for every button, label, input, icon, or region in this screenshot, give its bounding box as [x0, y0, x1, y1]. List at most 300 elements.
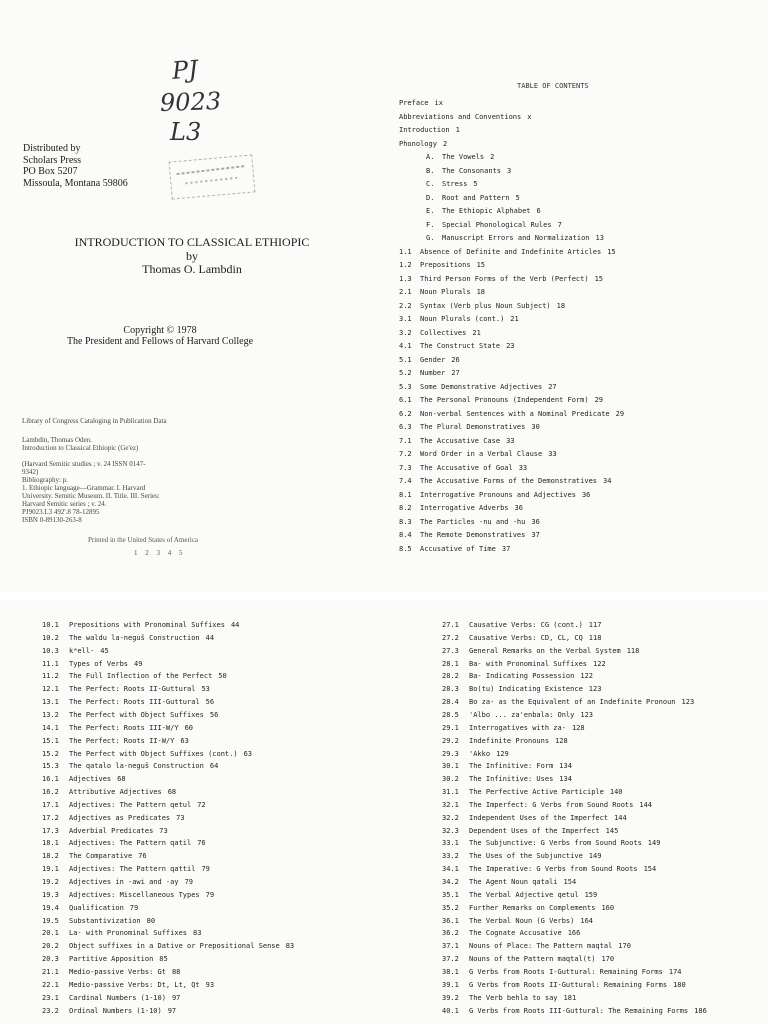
toc-entry-page: 181	[563, 993, 577, 1002]
toc-entry-page: 93	[205, 980, 215, 989]
toc-entry-title: Object suffixes in a Dative or Prepositional Sense	[69, 942, 280, 951]
toc-entry	[442, 955, 614, 964]
toc-entry-number: 6.3	[399, 423, 412, 431]
toc-entry	[42, 698, 214, 707]
toc-entry	[399, 410, 624, 419]
toc-entry-page: 3	[507, 166, 512, 175]
toc-entry	[42, 762, 218, 771]
toc-entry-title: The Construct State	[420, 342, 501, 350]
toc-entry-number: 11.1	[42, 659, 59, 668]
toc-entry-number: 19.1	[42, 865, 59, 874]
toc-entry-number: 33.1	[442, 839, 459, 848]
toc-entry-number: 8.1	[399, 490, 412, 499]
toc-entry-title: The Verbal Adjective qetul	[469, 890, 579, 899]
toc-entry-title: Phonology	[399, 139, 437, 148]
toc-page-2	[0, 600, 384, 1024]
toc-entry-number: 35.1	[442, 890, 459, 899]
toc-entry-page: 33	[548, 450, 557, 458]
book-title: INTRODUCTION TO CLASSICAL ETHIOPIC	[74, 235, 310, 249]
toc-entry	[442, 788, 623, 797]
toc-entry-page: 18	[476, 288, 486, 296]
toc-entry-page: 37	[531, 531, 540, 539]
toc-entry	[426, 194, 520, 203]
toc-entry-number: 28.2	[442, 672, 459, 681]
toc-entry-page: 149	[588, 852, 602, 861]
toc-entry-number: 32.3	[442, 826, 459, 835]
toc-entry	[42, 647, 109, 656]
toc-entry-number: 37.1	[442, 942, 459, 951]
toc-entry	[42, 634, 214, 643]
toc-entry	[42, 917, 155, 926]
toc-entry-number: 19.3	[42, 890, 59, 899]
toc-entry	[399, 518, 540, 527]
toc-entry-page: 79	[201, 865, 210, 874]
toc-entry-title: Independent Uses of the Imperfect	[469, 813, 609, 822]
toc-entry-page: 123	[580, 710, 594, 719]
toc-entry-page: 29	[594, 396, 604, 404]
toc-entry-page: 21	[510, 315, 519, 323]
toc-entry-number: 18.2	[42, 852, 59, 861]
toc-entry	[426, 207, 541, 216]
toc-entry-number: 8.4	[399, 531, 412, 539]
toc-entry-number: 7.4	[399, 477, 412, 485]
toc-entry	[42, 672, 227, 681]
toc-entry-page: 79	[184, 878, 194, 886]
toc-entry	[399, 437, 515, 446]
toc-entry	[42, 775, 126, 784]
toc-entry	[42, 750, 252, 759]
cip-line: Introduction to Classical Ethiopic (Ge'ez)	[22, 444, 139, 452]
toc-entry-number: 6.2	[399, 409, 412, 418]
toc-entry	[442, 750, 509, 759]
toc-entry-page: 36	[581, 490, 591, 499]
toc-entry-title: The Plural Demonstratives	[420, 423, 526, 431]
toc-entry-page: 144	[639, 800, 653, 809]
toc-entry-title: Interrogative Pronouns and Adjectives	[420, 490, 576, 499]
toc-entry	[442, 994, 576, 1003]
toc-entry-number: 40.1	[442, 1006, 459, 1015]
distributor-line: Distributed by	[23, 143, 81, 154]
toc-entry-page: 53	[201, 685, 210, 694]
toc-entry-number: 39.1	[442, 980, 459, 989]
toc-entry	[42, 994, 180, 1003]
toc-entry-page: 1	[455, 126, 460, 134]
cip-heading: Library of Congress Cataloging in Publication Data	[22, 417, 167, 425]
toc-entry-page: 60	[184, 723, 194, 732]
toc-entry	[399, 423, 540, 432]
toc-entry	[399, 342, 515, 351]
toc-entry-page: 83	[193, 929, 202, 938]
toc-entry	[42, 788, 176, 797]
toc-entry-title: Types of Verbs	[69, 659, 129, 668]
toc-entry-number: 16.2	[42, 788, 59, 797]
toc-entry	[42, 942, 294, 951]
toc-page-1	[384, 0, 768, 592]
toc-entry-number: 28.3	[442, 685, 459, 694]
toc-entry	[42, 839, 206, 848]
toc-entry-number: 12.1	[42, 685, 59, 694]
toc-entry-number: 36.2	[442, 929, 459, 938]
cip-line: University. Semitic Museum. II. Title. III. Series:	[22, 492, 160, 500]
toc-entry-number: 8.2	[399, 504, 412, 512]
toc-entry-title: The Particles -nu and -hu	[420, 517, 526, 526]
cip-line: PJ9023.L3 492'.8 78-12895	[22, 508, 100, 516]
toc-entry-number: 35.2	[442, 903, 459, 912]
toc-entry-title: Interrogatives with za-	[469, 723, 566, 732]
distributor-line: Missoula, Montana 59806	[23, 177, 128, 189]
toc-entry-page: 154	[643, 865, 657, 874]
toc-entry-title: Adjectives: The Pattern qatil	[69, 839, 192, 848]
toc-entry	[442, 839, 660, 848]
toc-entry	[42, 724, 193, 733]
toc-entry-page: 145	[605, 826, 619, 835]
toc-entry	[442, 647, 639, 656]
toc-entry-page: 154	[563, 878, 577, 886]
toc-entry	[442, 737, 568, 746]
toc-entry-number: 29.3	[442, 749, 459, 758]
toc-entry-page: 117	[588, 621, 602, 629]
toc-entry	[442, 827, 618, 836]
toc-entry-title: Qualification	[69, 903, 124, 912]
toc-entry-number: 21.1	[42, 967, 59, 976]
toc-entry-title: The Accusative of Goal	[420, 463, 513, 472]
toc-entry	[442, 660, 606, 669]
toc-entry-title: Adjectives: Miscellaneous Types	[69, 890, 200, 899]
toc-entry-page: 2	[442, 139, 448, 148]
toc-entry	[442, 621, 601, 630]
toc-entry-number: 23.1	[42, 993, 59, 1002]
toc-entry-page: 7	[557, 220, 562, 229]
toc-entry	[399, 248, 616, 257]
toc-entry-title: Accusative of Time	[420, 544, 496, 553]
toc-entry	[399, 396, 603, 405]
toc-entry-title: Ba- Indicating Possession	[469, 672, 575, 681]
toc-entry-number: 23.2	[42, 1006, 59, 1015]
toc-entry-title: The Perfect with Object Suffixes (cont.)	[69, 749, 238, 758]
toc-entry-page: 56	[205, 698, 215, 707]
toc-entry-number: A.	[426, 153, 435, 161]
toc-entry	[399, 302, 565, 311]
toc-entry-title: Preface	[399, 99, 429, 107]
toc-entry-title: G Verbs from Roots III-Guttural: The Remaining Forms	[469, 1006, 689, 1015]
toc-entry-number: 34.2	[442, 878, 459, 886]
toc-entry-page: 128	[571, 723, 585, 732]
toc-entry-number: 10.2	[42, 633, 59, 642]
toc-entry-page: 186	[694, 1006, 707, 1015]
toc-entry-title: The Full Inflection of the Perfect	[69, 672, 213, 681]
toc-entry	[399, 464, 527, 473]
toc-entry	[442, 929, 580, 938]
toc-entry-number: 7.2	[399, 450, 412, 458]
toc-entry-title: Adjectives: The Pattern qattil	[69, 865, 196, 874]
toc-entry	[442, 685, 601, 694]
toc-entry-number: G.	[426, 234, 435, 242]
toc-entry-number: 38.1	[442, 967, 459, 976]
toc-entry-number: 2.2	[399, 301, 412, 310]
toc-entry	[442, 1007, 707, 1016]
toc-entry	[42, 904, 138, 913]
toc-entry-page: 134	[559, 762, 572, 771]
cip-line: 9342)	[22, 468, 39, 476]
toc-entry-number: F.	[426, 220, 435, 229]
toc-entry-page: 30	[531, 423, 540, 431]
toc-entry-title: The Subjunctive: G Verbs from Sound Roots	[469, 839, 642, 848]
toc-entry-number: 20.2	[42, 942, 59, 951]
toc-entry-number: 32.2	[442, 813, 459, 822]
toc-entry-page: 29	[615, 409, 625, 418]
toc-entry	[399, 261, 485, 270]
toc-entry-title: Ba- with Pronominal Suffixes	[469, 659, 588, 668]
toc-entry-number: 2.1	[399, 288, 412, 296]
toc-entry-title: Cardinal Numbers (1-10)	[69, 993, 166, 1002]
toc-entry-number: 29.2	[442, 736, 459, 745]
toc-entry-number: 30.1	[442, 762, 459, 771]
toc-entry-page: 45	[100, 646, 109, 655]
toc-entry-number: 28.5	[442, 710, 459, 719]
toc-entry-title: Adjectives in -awi and -ay	[69, 878, 179, 886]
toc-entry	[399, 369, 460, 378]
toc-entry-page: 63	[243, 749, 253, 758]
toc-entry-page: 27	[451, 369, 460, 377]
book-by: by	[186, 249, 198, 263]
toc-entry-page: 85	[159, 955, 168, 964]
toc-entry-page: 15	[594, 274, 604, 283]
toc-entry-page: 33	[506, 436, 515, 445]
toc-entry-number: 7.1	[399, 436, 412, 445]
toc-entry-title: The Imperative: G Verbs from Sound Roots	[469, 865, 638, 874]
toc-entry	[399, 288, 485, 297]
cip-line: Bibliography: p.	[22, 476, 68, 484]
toc-entry-page: 68	[167, 788, 177, 797]
toc-entry-number: 17.2	[42, 813, 59, 822]
toc-entry-number: 32.1	[442, 800, 459, 809]
toc-entry-page: 123	[681, 698, 695, 707]
toc-entry-page: 97	[167, 1006, 177, 1015]
toc-entry-title: The Uses of the Subjunctive	[469, 852, 583, 861]
toc-entry	[399, 126, 460, 135]
toc-entry-page: 134	[559, 775, 572, 784]
toc-entry-page: 149	[647, 839, 661, 848]
toc-entry-title: Absence of Definite and Indefinite Articles	[420, 247, 602, 256]
handwritten-call-number-cutter: L3	[170, 118, 202, 146]
toc-entry-title: The Cognate Accusative	[469, 929, 562, 938]
toc-entry-number: 20.1	[42, 929, 59, 938]
toc-entry-title: 'Albo ... za'enbala: Only	[469, 710, 575, 719]
toc-entry-title: The Remote Demonstratives	[420, 531, 526, 539]
toc-entry-page: 73	[176, 813, 185, 822]
toc-entry-title: General Remarks on the Verbal System	[469, 646, 621, 655]
library-stamp	[169, 154, 256, 199]
toc-entry-title: Collectives	[420, 328, 467, 337]
toc-heading: TABLE OF CONTENTS	[517, 82, 589, 90]
toc-entry	[442, 852, 601, 861]
toc-entry-page: 68	[117, 775, 126, 784]
toc-entry	[426, 221, 562, 230]
toc-entry-number: 27.2	[442, 633, 459, 642]
toc-entry-title: Non-verbal Sentences with a Nominal Predicate	[420, 409, 610, 418]
toc-entry	[426, 234, 604, 243]
toc-entry	[399, 329, 481, 338]
toc-entry-title: Attributive Adjectives	[69, 788, 162, 797]
toc-entry-number: 31.1	[442, 788, 459, 797]
toc-entry-title: Interrogative Adverbs	[420, 504, 509, 512]
toc-entry	[442, 904, 614, 913]
toc-entry-title: The qatalo la-neguš Construction	[69, 762, 204, 771]
toc-entry	[42, 827, 168, 836]
toc-entry	[442, 724, 585, 733]
toc-entry-page: 118	[626, 646, 640, 655]
toc-entry-number: 33.2	[442, 852, 459, 861]
toc-entry-title: Substantivization	[69, 916, 141, 925]
toc-entry-number: 15.2	[42, 749, 59, 758]
toc-entry-number: 13.1	[42, 698, 59, 707]
toc-entry-title: Some Demonstrative Adjectives	[420, 382, 543, 391]
toc-entry-title: Prepositions with Pronominal Suffixes	[69, 621, 225, 629]
cip-line: Harvard Semitic series ; v. 24.	[22, 500, 107, 508]
toc-entry-title: The Personal Pronouns (Independent Form)	[420, 396, 589, 404]
toc-entry-title: Further Remarks on Complements	[469, 903, 596, 912]
toc-entry	[442, 698, 694, 707]
toc-entry	[426, 180, 478, 189]
toc-entry-page: 118	[588, 633, 602, 642]
toc-entry-page: 83	[285, 942, 295, 951]
toc-entry-page: 37	[501, 544, 511, 553]
toc-entry-page: 44	[230, 621, 240, 629]
toc-entry-page: 50	[218, 672, 227, 681]
toc-entry-page: 129	[496, 749, 509, 758]
toc-entry-title: Medio-passive Verbs: Dt, Lt, Qt	[69, 980, 200, 989]
cip-line: ISBN 0-89130-263-8	[22, 516, 82, 524]
toc-entry-title: The Perfect: Roots II-Guttural	[69, 685, 196, 694]
toc-entry-page: 160	[601, 903, 615, 912]
toc-entry-title: The Accusative Case	[420, 436, 501, 445]
toc-entry-number: 7.3	[399, 463, 412, 472]
toc-entry-title: Stress	[442, 180, 468, 188]
toc-entry	[442, 814, 627, 823]
toc-entry-page: 88	[171, 967, 181, 976]
toc-entry	[442, 981, 686, 990]
toc-entry	[42, 981, 214, 990]
toc-entry-page: 63	[180, 736, 189, 745]
toc-entry-number: 30.2	[442, 775, 459, 784]
toc-entry	[442, 634, 601, 643]
toc-entry	[42, 621, 239, 630]
toc-entry-title: Adverbial Predicates	[69, 826, 154, 835]
toc-entry-page: 174	[668, 967, 682, 976]
toc-entry	[42, 968, 180, 977]
toc-entry-title: Gender	[420, 355, 446, 364]
toc-entry	[442, 672, 593, 681]
toc-entry-title: The Agent Noun qatali	[469, 878, 558, 886]
toc-entry-page: 64	[209, 762, 219, 771]
toc-entry-page: 36	[514, 504, 523, 512]
toc-entry-title: La- with Pronominal Suffixes	[69, 929, 188, 938]
toc-entry-number: 16.1	[42, 775, 59, 784]
toc-entry-page: 23	[506, 342, 515, 350]
toc-entry	[399, 140, 447, 149]
toc-entry	[42, 852, 147, 861]
toc-entry-number: 28.1	[442, 659, 459, 668]
toc-entry-page: 159	[584, 890, 598, 899]
toc-entry	[399, 477, 611, 486]
toc-entry-number: 5.3	[399, 382, 412, 391]
distributor-line: PO Box 5207	[23, 166, 78, 177]
toc-entry-number: 19.5	[42, 916, 59, 925]
toc-entry-title: The Verbal Noun (G Verbs)	[469, 916, 575, 925]
handwritten-call-number-number: 9023	[159, 86, 222, 118]
toc-entry-number: 27.3	[442, 646, 459, 655]
toc-entry	[442, 865, 656, 874]
toc-entry-number: 3.1	[399, 315, 412, 323]
toc-entry-title: The Comparative	[69, 852, 133, 861]
toc-entry-number: 19.2	[42, 878, 59, 886]
toc-entry-title: Noun Plurals (cont.)	[420, 315, 505, 323]
toc-entry-page: 56	[209, 710, 219, 719]
toc-entry	[426, 167, 511, 176]
toc-entry-title: Indefinite Pronouns	[469, 736, 550, 745]
toc-entry-page: 6	[536, 207, 541, 215]
toc-entry-title: Nouns of Place: The Pattern maqtal	[469, 942, 613, 951]
toc-entry-number: 15.3	[42, 762, 59, 771]
toc-entry	[442, 762, 572, 771]
toc-entry-title: G Verbs from Roots I-Guttural: Remaining Forms	[469, 967, 663, 976]
toc-entry	[399, 315, 519, 324]
toc-entry	[42, 685, 210, 694]
toc-entry-page: 79	[205, 890, 215, 899]
toc-entry	[442, 775, 572, 784]
toc-entry	[42, 878, 193, 887]
toc-entry-number: 34.1	[442, 865, 459, 874]
toc-entry-number: 5.1	[399, 355, 412, 364]
toc-entry-title: Adjectives: The Pattern qetul	[69, 800, 192, 809]
toc-entry-number: 29.1	[442, 723, 459, 732]
toc-entry	[42, 801, 206, 810]
cip-line	[22, 452, 160, 460]
toc-entry	[399, 99, 443, 108]
toc-entry	[42, 865, 210, 874]
toc-entry-page: x	[527, 112, 532, 121]
toc-entry-number: 4.1	[399, 342, 412, 350]
toc-entry-title: The Perfective Active Participle	[469, 788, 604, 797]
toc-entry	[42, 814, 185, 823]
toc-entry-title: The Infinitive: Form	[469, 762, 554, 771]
toc-entry-number: 14.1	[42, 723, 59, 732]
toc-entry-page: 73	[159, 826, 168, 835]
toc-entry-number: 6.1	[399, 396, 412, 404]
toc-entry-number: 37.2	[442, 955, 459, 964]
toc-entry	[399, 491, 590, 500]
toc-entry-title: Causative Verbs: CG (cont.)	[469, 621, 583, 629]
toc-entry-number: 20.3	[42, 955, 59, 964]
toc-entry-page: 166	[567, 929, 581, 938]
title-page	[0, 0, 384, 592]
toc-entry-title: The Perfect with Object Suffixes	[69, 710, 204, 719]
toc-entry-title: Special Phonological Rules	[442, 220, 552, 229]
toc-entry-page: 15	[476, 261, 486, 269]
toc-entry-title: The Perfect: Roots III-Guttural	[69, 698, 200, 707]
cip-data-block	[22, 436, 160, 524]
toc-entry-number: 18.1	[42, 839, 59, 848]
copyright-holder: The President and Fellows of Harvard College	[66, 336, 254, 347]
toc-entry-number: 1.3	[399, 274, 412, 283]
toc-entry	[399, 275, 603, 284]
toc-entry	[399, 113, 531, 122]
toc-entry-title: The waldu la-neguš Construction	[69, 633, 200, 642]
handwritten-call-number-class: PJ	[171, 55, 199, 85]
cip-line: 1. Ethiopic language—Grammar. I. Harvard	[22, 484, 146, 492]
toc-entry-page: 21	[472, 328, 481, 337]
toc-entry-page: 122	[580, 672, 594, 681]
